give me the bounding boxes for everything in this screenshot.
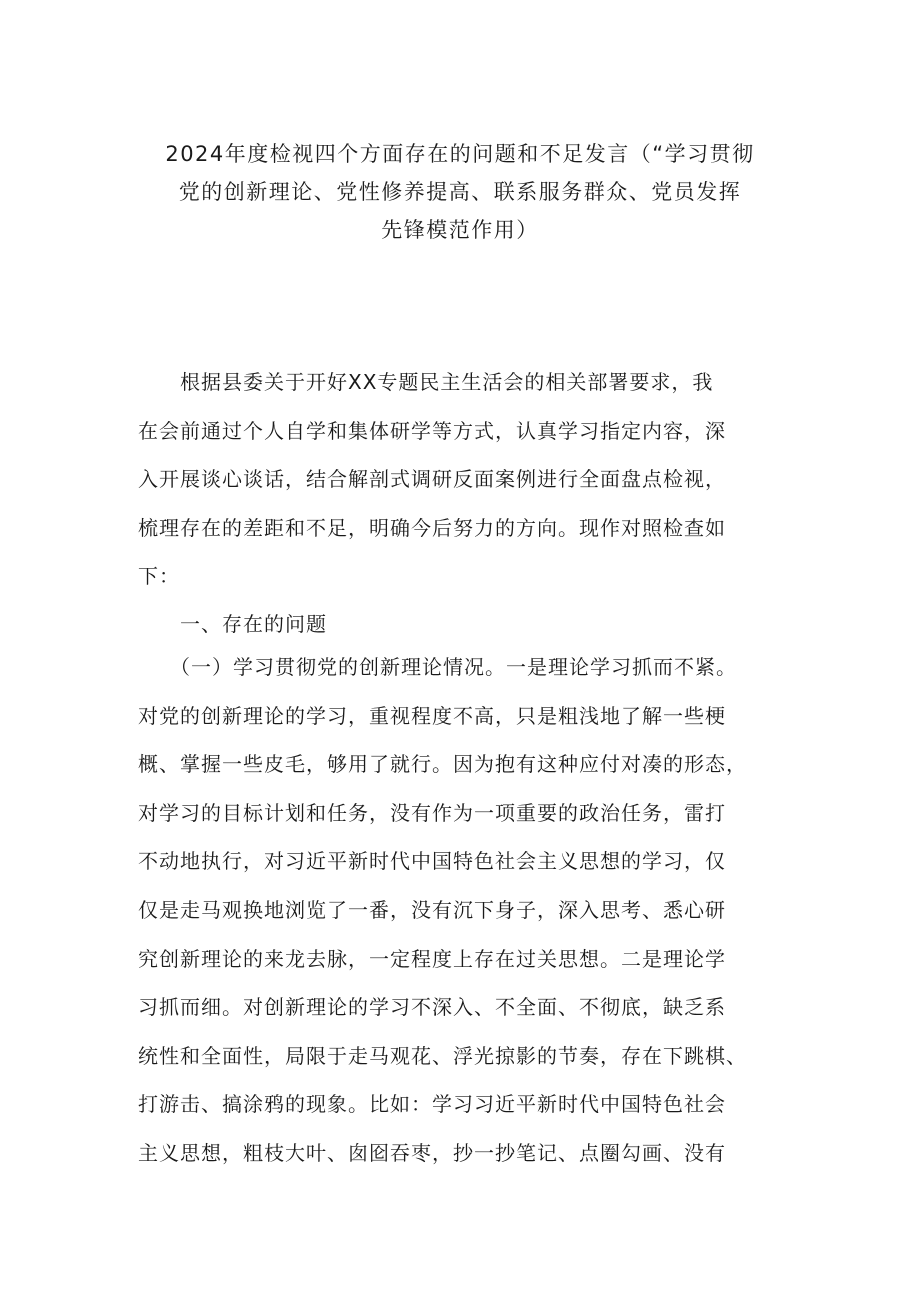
title-line: 先锋模范作用） bbox=[381, 218, 539, 242]
document-title bbox=[120, 135, 800, 249]
text-line: （一）学习贯彻党的创新理论情况。一是理论学习抓而不紧。 bbox=[138, 655, 737, 679]
text-line: 在会前通过个人自学和集体研学等方式，认真学习指定内容，深 bbox=[138, 418, 726, 443]
text-line: 究创新理论的来龙去脉，一定程度上存在过关思想。二是理论学 bbox=[138, 946, 726, 971]
section-paragraph bbox=[138, 643, 793, 1178]
text-line: 打游击、搞涂鸦的现象。比如：学习习近平新时代中国特色社会 bbox=[138, 1092, 726, 1117]
text-line: 根据县委关于开好XX专题民主生活会的相关部署要求，我 bbox=[138, 370, 714, 394]
text-line: 统性和全面性，局限于走马观花、浮光掠影的节奏，存在下跳棋、 bbox=[138, 1043, 747, 1068]
text-line: 习抓而细。对创新理论的学习不深入、不全面、不彻底，缺乏系 bbox=[138, 995, 726, 1020]
text-line: 下： bbox=[138, 564, 180, 589]
text-line: 仅是走马观换地浏览了一番，没有沉下身子，深入思考、悉心研 bbox=[138, 897, 726, 922]
intro-paragraph bbox=[138, 358, 793, 601]
title-line: 2024年度检视四个方面存在的问题和不足发言（“学习贯彻 bbox=[165, 142, 755, 166]
text-line: 对党的创新理论的学习，重视程度不高，只是粗浅地了解一些梗 bbox=[138, 703, 726, 728]
text-line: 概、掌握一些皮毛，够用了就行。因为抱有这种应付对凑的形态， bbox=[138, 752, 747, 777]
heading-line: 一、存在的问题 bbox=[138, 612, 327, 636]
text-line: 不动地执行，对习近平新时代中国特色社会主义思想的学习，仅 bbox=[138, 849, 726, 874]
section-heading bbox=[138, 600, 793, 649]
title-line: 党的创新理论、党性修养提高、联系服务群众、党员发挥 bbox=[178, 180, 742, 204]
text-line: 梳理存在的差距和不足，明确今后努力的方向。现作对照检查如 bbox=[138, 515, 726, 540]
text-line: 对学习的目标计划和任务，没有作为一项重要的政治任务，雷打 bbox=[138, 800, 726, 825]
text-line: 入开展谈心谈话，结合解剖式调研反面案例进行全面盘点检视， bbox=[138, 467, 726, 492]
text-line: 主义思想，粗枝大叶、囱囵吞枣，抄一抄笔记、点圈勾画、没有 bbox=[138, 1140, 726, 1165]
